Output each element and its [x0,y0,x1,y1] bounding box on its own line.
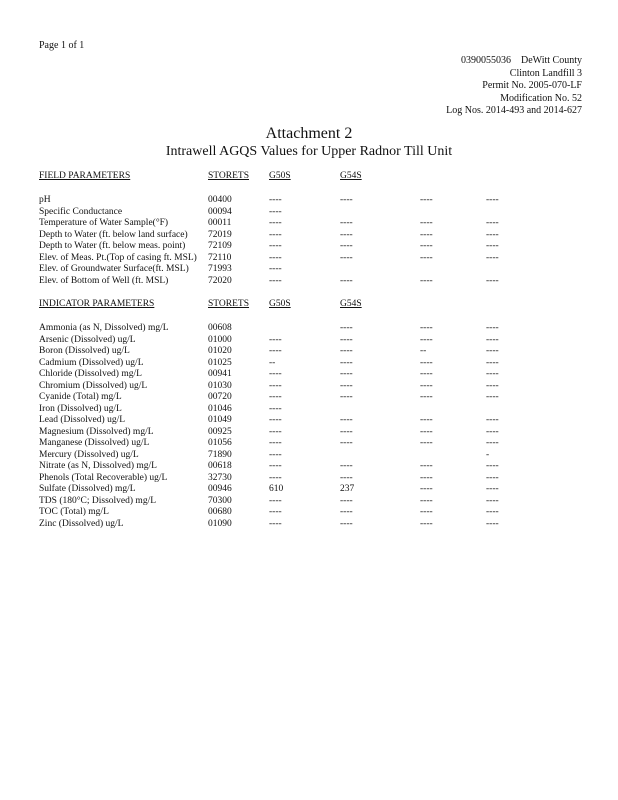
well-b-value: ---- [340,507,353,517]
column-4-value [486,264,536,276]
field-parameter-row [39,218,536,230]
parameter-name: TOC (Total) mg/L [39,507,109,517]
well-b-value: ---- [340,380,353,391]
indicator-parameter-row [39,381,536,393]
column-4-value: ---- [486,507,499,517]
parameter-name: Chromium (Dissolved) ug/L [39,380,148,391]
well-b-value: ---- [340,472,353,483]
storet-code: 01030 [208,380,232,391]
column-4-value: ---- [486,323,499,333]
parameter-name: Phenols (Total Recoverable) ug/L [39,472,168,483]
parameter-name: Depth to Water (ft. below land surface) [39,229,188,240]
well-b-value [340,404,420,416]
well-b-value: ---- [340,415,353,425]
indicator-parameter-row [39,473,536,485]
parameter-name: TDS (180°C; Dissolved) mg/L [39,495,157,506]
well-a-value: ---- [269,507,282,517]
storet-code: 71890 [208,449,232,460]
column-4-value: ---- [486,229,499,240]
field-parameter-row [39,264,536,276]
column-4-value [486,207,536,219]
indicator-parameter-row [39,496,536,508]
storet-code: 00400 [208,195,232,205]
indicator-section-heading: INDICATOR PARAMETERS [39,298,155,309]
well-b-value [340,207,420,219]
storet-code: 01020 [208,346,232,356]
column-4-value: ---- [486,252,499,263]
storet-code: 00608 [208,323,232,333]
indicator-parameter-row [39,427,536,439]
column-4-value: ---- [486,346,499,356]
well-b-value: ---- [340,241,353,251]
column-3-value: ---- [420,275,433,286]
parameter-name: Temperature of Water Sample(°F) [39,218,169,228]
column-4-value: ---- [486,484,499,494]
well-a-value: ---- [269,264,282,274]
parameter-name: Cyanide (Total) mg/L [39,392,122,402]
well-a-value: ---- [269,252,282,263]
well-a-value: ---- [269,369,282,379]
well-a-value: ---- [269,392,282,402]
column-3-value [420,207,486,219]
storet-code: 01049 [208,415,232,425]
indicator-header-row [39,298,536,311]
well-a-value [269,323,340,335]
column-4-value: ---- [486,380,499,391]
parameter-name: Cadmium (Dissolved) ug/L [39,357,144,368]
well-b-value: 237 [340,484,355,494]
column-3-value: ---- [420,218,433,228]
well-a-value: ---- [269,275,282,286]
well-a-value: ---- [269,461,282,471]
storet-code: 00946 [208,484,232,494]
indicator-parameter-row [39,438,536,450]
header-line-facility: Clinton Landfill 3 [509,67,582,79]
well-b-value: ---- [340,195,353,205]
well-b-value [340,264,420,276]
indicator-parameter-row [39,358,536,370]
well-b-value: ---- [340,518,353,529]
storet-code: 01000 [208,334,232,345]
well-a-value: ---- [269,206,282,217]
indicator-parameter-row [39,461,536,473]
well-a-value: ---- [269,241,282,251]
column-4-value: ---- [486,461,499,471]
parameter-name: Elev. of Groundwater Surface(ft. MSL) [39,264,189,274]
well-a-value: ---- [269,346,282,356]
column-4-value [486,404,536,416]
storet-code: 00941 [208,369,232,379]
parameter-name: Magnesium (Dissolved) mg/L [39,426,154,437]
well-b-value: ---- [340,495,353,506]
column-3-value: ---- [420,484,433,494]
parameter-name: Chloride (Dissolved) mg/L [39,369,142,379]
storet-code: 32730 [208,472,232,483]
field-parameter-row [39,253,536,265]
field-header-row [39,170,536,183]
well-b-value: ---- [340,218,353,228]
parameter-name: Iron (Dissolved) ug/L [39,403,122,414]
parameter-name: Sulfate (Dissolved) mg/L [39,484,136,494]
field-parameter-row [39,195,536,207]
document-subtitle: Intrawell AGQS Values for Upper Radnor Till Unit [165,144,453,159]
column-3-value [420,404,486,416]
parameter-name: Depth to Water (ft. below meas. point) [39,241,186,251]
indicator-parameter-row [39,346,536,358]
header-line-site: 0390055036 DeWitt County [461,55,582,66]
well-b-value: ---- [340,346,353,356]
parameter-name: pH [39,195,51,205]
parameter-name: Specific Conductance [39,206,123,217]
storet-code: 00618 [208,461,232,471]
well-b-value [340,450,420,462]
storet-code: 01025 [208,357,232,368]
column-4-value: ---- [486,438,499,448]
column-4-value: ---- [486,357,499,368]
storet-code: 01090 [208,518,232,529]
well-a-value: ---- [269,426,282,437]
column-3-value: ---- [420,334,433,345]
document-title: Attachment 2 [265,125,353,142]
column-3-value: ---- [420,518,433,529]
indicator-parameter-row [39,507,536,519]
parameter-name: Lead (Dissolved) ug/L [39,415,126,425]
well-b-value: ---- [340,229,353,240]
well-a-value: ---- [269,403,282,414]
column-4-value: ---- [486,241,499,251]
header-line-permit: Permit No. 2005-070-LF [482,80,582,91]
field-parameters-table [39,170,536,287]
column-4-value: ---- [486,472,499,483]
storet-code: 72019 [208,229,232,240]
indicator-parameter-row [39,369,536,381]
column-3-value [420,450,486,462]
column-4-value: ---- [486,495,499,506]
well-a-value: ---- [269,415,282,425]
well-a-value: ---- [269,472,282,483]
well-b-value: ---- [340,323,353,333]
header-line-log-numbers: Log Nos. 2014-493 and 2014-627 [446,105,582,116]
storet-code: 00011 [208,218,232,228]
storet-code: 00094 [208,206,232,217]
column-4-value: ---- [486,275,499,286]
column-4-value: ---- [486,392,499,402]
indicator-parameters-table [39,298,536,530]
storet-code: 72109 [208,241,232,251]
parameter-name: Nitrate (as N, Dissolved) mg/L [39,461,157,471]
storet-code: 71993 [208,264,232,274]
well-b-value: ---- [340,461,353,471]
column-3-value: ---- [420,392,433,402]
indicator-parameter-row [39,335,536,347]
column-3-value [420,264,486,276]
parameter-name: Ammonia (as N, Dissolved) mg/L [39,323,169,333]
field-parameter-row [39,230,536,242]
indicator-parameter-row [39,519,536,531]
well-a-value: ---- [269,195,282,205]
well-a-value: ---- [269,334,282,345]
field-parameter-row [39,276,536,288]
well-b-value: ---- [340,426,353,437]
indicator-parameter-row [39,323,536,335]
parameter-name: Boron (Dissolved) ug/L [39,346,130,356]
column-3-value: ---- [420,252,433,263]
indicator-parameter-row [39,404,536,416]
well-a-value: -- [269,357,276,368]
storet-code: 00680 [208,507,232,517]
column-4-value: ---- [486,369,499,379]
field-parameter-row [39,241,536,253]
column-3-value: ---- [420,380,433,391]
header-line-modification: Modification No. 52 [500,92,582,104]
storet-code: 01056 [208,438,232,448]
well-a-value: ---- [269,218,282,228]
column-3-value: ---- [420,195,433,205]
column-3-value: ---- [420,415,433,425]
field-parameter-row [39,207,536,219]
column-3-value: ---- [420,461,433,471]
column-3-value: ---- [420,369,433,379]
well-a-column-header: G50S [269,298,291,309]
well-a-value: ---- [269,380,282,391]
column-3-value: -- [420,346,427,356]
well-a-value: ---- [269,229,282,240]
well-b-column-header: G54S [340,298,362,309]
permit-header [446,55,582,118]
parameter-name: Zinc (Dissolved) ug/L [39,518,124,529]
parameter-name: Elev. of Bottom of Well (ft. MSL) [39,275,169,286]
column-4-value: ---- [486,426,499,437]
storet-code: 01046 [208,403,232,414]
well-b-column-header: G54S [340,170,362,181]
well-b-value: ---- [340,392,353,402]
column-4-value: ---- [486,195,499,205]
well-b-value: ---- [340,357,353,368]
parameter-name: Arsenic (Dissolved) ug/L [39,334,136,345]
well-a-value: ---- [269,449,282,460]
column-4-value: - [486,449,490,460]
column-3-value: ---- [420,357,433,368]
storet-code: 70300 [208,495,232,506]
well-a-value: 610 [269,484,284,494]
page-number: Page 1 of 1 [39,40,85,51]
well-a-column-header: G50S [269,170,291,181]
well-b-value: ---- [340,334,353,345]
well-b-value: ---- [340,438,353,448]
storets-column-header: STORETS [208,298,250,309]
storets-column-header: STORETS [208,170,250,181]
column-3-value: ---- [420,241,433,251]
column-3-value: ---- [420,229,433,240]
well-a-value: ---- [269,438,282,448]
indicator-parameter-row [39,392,536,404]
indicator-parameter-row [39,484,536,496]
parameter-name: Elev. of Meas. Pt.(Top of casing ft. MSL) [39,252,197,263]
well-b-value: ---- [340,369,353,379]
column-4-value: ---- [486,518,499,529]
storet-code: 00925 [208,426,232,437]
storet-code: 72110 [208,252,232,263]
column-4-value: ---- [486,218,499,228]
column-3-value: ---- [420,495,433,506]
storet-code: 00720 [208,392,232,402]
column-3-value: ---- [420,472,433,483]
parameter-name: Mercury (Dissolved) ug/L [39,449,139,460]
column-3-value: ---- [420,323,433,333]
indicator-parameter-row [39,415,536,427]
well-a-value: ---- [269,495,282,506]
column-4-value: ---- [486,415,499,425]
column-4-value: ---- [486,334,499,345]
column-3-value: ---- [420,507,433,517]
storet-code: 72020 [208,275,232,286]
field-section-heading: FIELD PARAMETERS [39,170,131,181]
parameter-name: Manganese (Dissolved) ug/L [39,438,150,448]
well-b-value: ---- [340,252,353,263]
well-b-value: ---- [340,275,353,286]
indicator-parameter-row [39,450,536,462]
column-3-value: ---- [420,438,433,448]
well-a-value: ---- [269,518,282,529]
column-3-value: ---- [420,426,433,437]
